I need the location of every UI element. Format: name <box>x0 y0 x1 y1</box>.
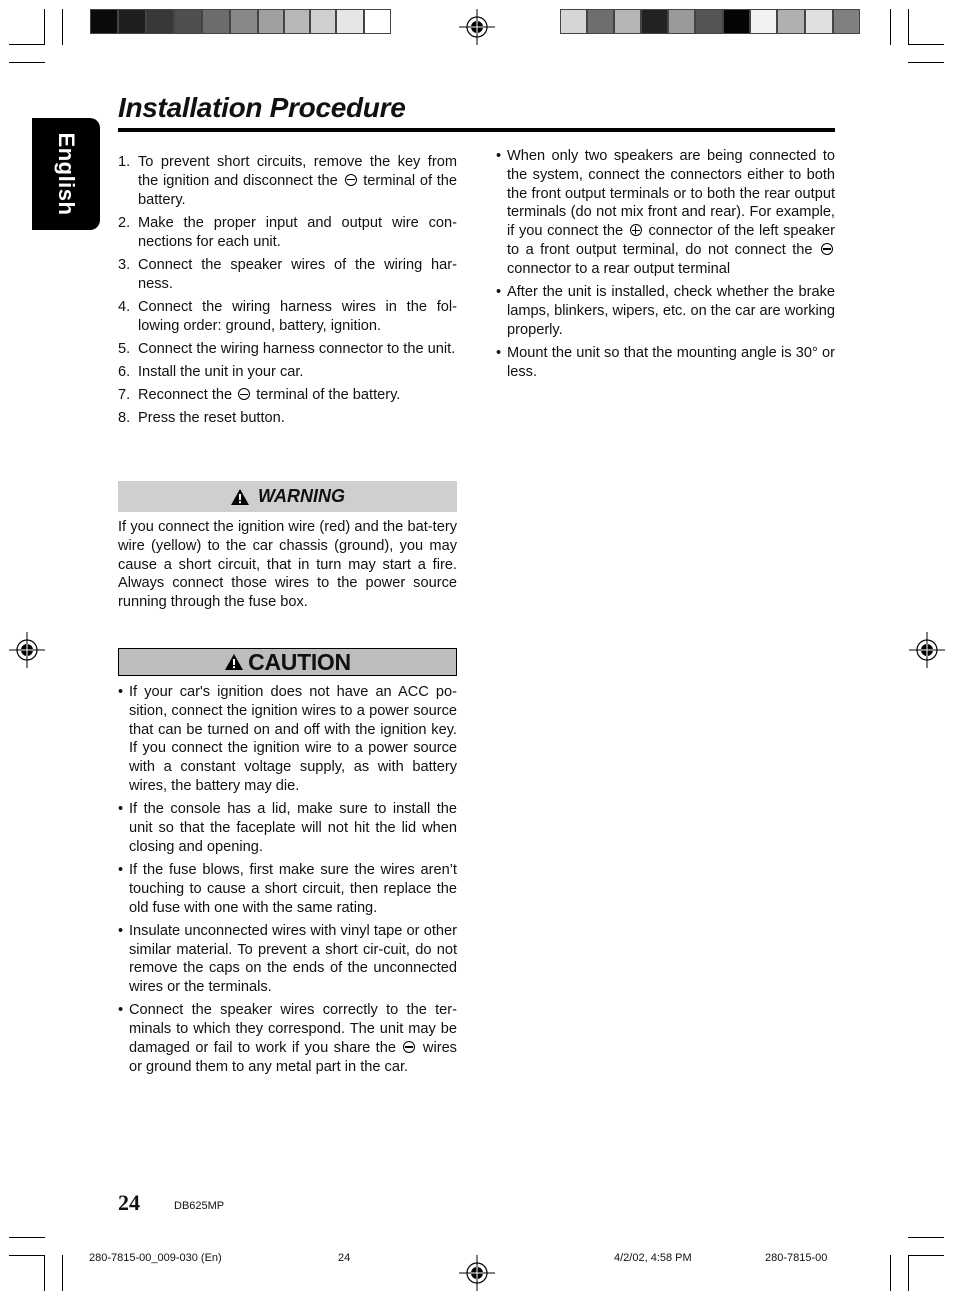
step-item: 2. Make the proper input and output wire con-nections for each unit. <box>118 214 457 250</box>
step-item: 1. To prevent short circuits, remove the key from the ignition and disconnect the terminal of the battery. <box>118 154 457 208</box>
caution-header <box>118 648 457 676</box>
model-number: DB625MP <box>174 1200 225 1212</box>
language-tab <box>32 118 100 230</box>
caution-list <box>118 683 457 1081</box>
step-item: 6. Install the unit in your car. <box>118 363 304 380</box>
warning-header <box>118 481 457 512</box>
minus-terminal-icon <box>345 174 357 186</box>
step-item: 3. Connect the speaker wires of the wiring har-ness. <box>118 256 457 292</box>
footer-page: 24 <box>338 1252 351 1264</box>
list-item: • When only two speakers are being connected to the system, connect the connectors either to both the front output terminals or to both the rear output terminals (do not mix front and rear). For example, if you connect the connector of the left speaker to a front output terminal, do not connect the connector to a rear output terminal <box>496 147 835 279</box>
minus-terminal-icon <box>238 388 250 400</box>
plus-terminal-icon <box>630 224 642 236</box>
page-number: 24 <box>118 1190 140 1215</box>
footer-code: 280-7815-00 <box>765 1252 828 1264</box>
footer-file: 280-7815-00_009-030 (En) <box>89 1252 222 1264</box>
caution-item: • If the console has a lid, make sure to install the unit so that the faceplate will not hit the lid when closing and opening. <box>118 800 457 856</box>
minus-terminal-icon <box>821 243 833 255</box>
caution-item: • Connect the speaker wires correctly to the ter-minals to which they correspond. The unit may be damaged or fail to work if you share the wires or ground them to any metal part in the car. <box>118 1001 457 1076</box>
caution-item: • Insulate unconnected wires with vinyl tape or other similar material. To prevent a short cir-cuit, do not remove the caps on the ends of the unconnected wires or the terminals. <box>118 922 457 997</box>
language-tab-label: English <box>54 132 79 216</box>
minus-terminal-icon <box>403 1041 415 1053</box>
title-rule <box>118 128 835 132</box>
caution-item: • If your car's ignition does not have an ACC po-sition, connect the ignition wires to a power source that can be turned on and off with the ignition key. If you connect the ignition wire to a power source with a constant voltage supply, as with battery wires, the battery may die. <box>118 683 457 796</box>
list-item: • Mount the unit so that the mounting angle is 30° or less. <box>496 344 835 382</box>
procedure-steps <box>118 153 457 432</box>
registration-mark-icon <box>909 632 945 668</box>
warning-label: WARNING <box>258 486 345 506</box>
warning-text: If you connect the ignition wire (red) and the bat-tery wire (yellow) to the car chassis (ground), you may cause a short circuit, that in turn may start a fire. Always connect those wires to the power source running through the fuse box. <box>118 519 457 611</box>
step-item: 5. Connect the wiring harness connector to the unit. <box>118 340 456 357</box>
warning-triangle-icon <box>230 488 250 506</box>
page-title: Installation Procedure <box>118 92 406 123</box>
step-item: 7. Reconnect the terminal of the battery. <box>118 387 401 404</box>
registration-mark-icon <box>459 1255 495 1291</box>
list-item: • After the unit is installed, check whether the brake lamps, blinkers, wipers, etc. on the car are working properly. <box>496 283 835 339</box>
footer-datetime: 4/2/02, 4:58 PM <box>614 1252 692 1264</box>
registration-mark-icon <box>459 9 495 45</box>
step-item: 4. Connect the wiring harness wires in the fol-lowing order: ground, battery, ignition. <box>118 298 457 334</box>
registration-mark-icon <box>9 632 45 668</box>
warning-triangle-icon <box>224 653 244 671</box>
right-column-list <box>496 147 835 386</box>
step-item: 8. Press the reset button. <box>118 410 285 427</box>
caution-item: • If the fuse blows, first make sure the wires aren’t touching to cause a short circuit, then replace the old fuse with one with the same rating. <box>118 861 457 917</box>
caution-label: CAUTION <box>248 648 351 675</box>
